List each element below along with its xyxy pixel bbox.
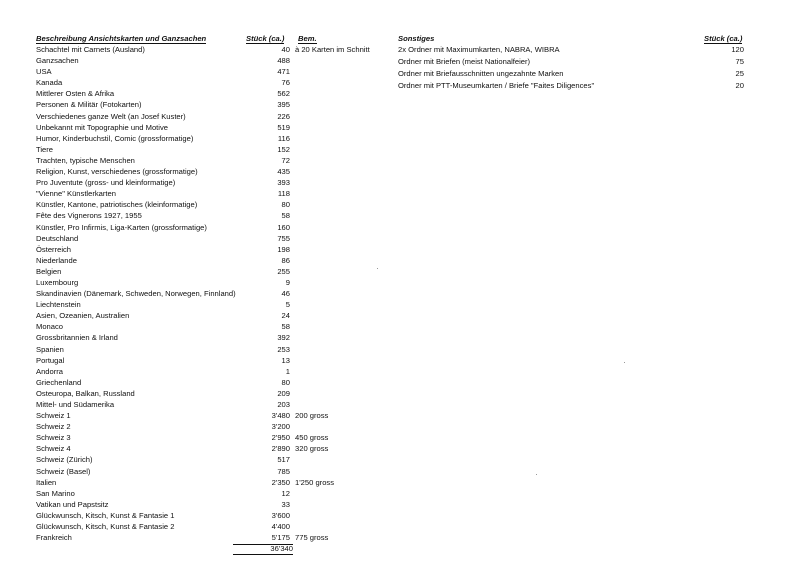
row-quantity: 46	[281, 289, 290, 299]
table-row	[36, 199, 366, 210]
row-description: Glückwunsch, Kitsch, Kunst & Fantasie 2	[36, 522, 175, 532]
row-description: Schweiz 3	[36, 433, 71, 443]
row-quantity: 209	[277, 388, 290, 398]
row-quantity: 80	[281, 200, 290, 210]
scan-speck	[536, 474, 537, 475]
table-row	[36, 477, 366, 488]
row-description: Kanada	[36, 78, 63, 88]
row-remark: 1'250 gross	[295, 477, 335, 487]
table-row	[36, 454, 366, 465]
row-description: Frankreich	[36, 533, 72, 543]
ansichtskarten-table	[36, 44, 370, 543]
row-description: Pro Juventute (gross- und kleinformatige)	[36, 178, 176, 188]
table-row	[36, 88, 366, 99]
row-quantity: 75	[735, 57, 744, 66]
row-description: Grossbritannien & Irland	[36, 333, 118, 343]
left-header-description: Beschreibung Ansichtskarten und Ganzsachen	[36, 34, 207, 43]
row-description: Glückwunsch, Kitsch, Kunst & Fantasie 1	[36, 510, 175, 520]
row-description: Monaco	[36, 322, 64, 332]
row-quantity: 80	[281, 377, 290, 387]
table-row	[36, 421, 366, 432]
table-row	[398, 44, 758, 56]
scan-speck	[624, 362, 625, 363]
row-quantity: 152	[277, 144, 290, 154]
row-description: Verschiedenes ganze Welt (an Josef Kuster)	[36, 111, 186, 121]
row-quantity: 20	[735, 81, 744, 90]
row-quantity: 3'600	[271, 510, 290, 520]
row-quantity: 160	[277, 222, 290, 232]
row-quantity: 2'890	[271, 444, 290, 454]
table-row	[36, 410, 366, 421]
right-header-description: Sonstiges	[398, 34, 435, 43]
row-remark: 450 gross	[295, 433, 329, 443]
row-description: Tiere	[36, 144, 54, 154]
row-quantity: 253	[277, 344, 290, 354]
row-description: Künstler, Pro Infirmis, Liga-Karten (grossformatige)	[36, 222, 207, 232]
row-description: Trachten, typische Menschen	[36, 155, 135, 165]
scan-speck	[377, 268, 378, 269]
row-remark: 200 gross	[295, 411, 329, 421]
row-description: "Vienne" Künstlerkarten	[36, 189, 116, 199]
row-description: Schweiz (Zürich)	[36, 455, 93, 465]
right-header-quantity: Stück (ca.)	[704, 34, 743, 43]
row-description: Schweiz (Basel)	[36, 466, 91, 476]
row-description: Unbekannt mit Topographie und Motive	[36, 122, 168, 132]
row-quantity: 120	[731, 45, 744, 54]
total-double-rule	[233, 554, 293, 555]
row-quantity: 255	[277, 266, 290, 276]
row-description: 2x Ordner mit Maximumkarten, NABRA, WIBRA	[398, 45, 560, 54]
row-description: Ganzsachen	[36, 56, 79, 66]
table-row	[36, 532, 366, 543]
row-description: San Marino	[36, 488, 75, 498]
table-row	[36, 166, 366, 177]
table-row	[36, 366, 366, 377]
table-row	[36, 521, 366, 532]
row-description: Schweiz 2	[36, 422, 71, 432]
row-quantity: 116	[277, 133, 290, 143]
row-description: Mittlerer Osten & Afrika	[36, 89, 115, 99]
row-description: Osteuropa, Balkan, Russland	[36, 388, 135, 398]
row-description: Ordner mit PTT-Museumkarten / Briefe "Faites Diligences"	[398, 81, 595, 90]
row-description: Niederlande	[36, 255, 77, 265]
row-quantity: 24	[281, 311, 290, 321]
table-row	[36, 432, 366, 443]
row-description: Religion, Kunst, verschiedenes (grossformatige)	[36, 167, 198, 177]
row-quantity: 3'480	[271, 411, 290, 421]
row-quantity: 4'400	[271, 522, 290, 532]
row-description: Schweiz 1	[36, 411, 71, 421]
row-description: Vatikan und Papstsitz	[36, 499, 109, 509]
table-row	[36, 321, 366, 332]
table-row	[36, 266, 366, 277]
table-row	[36, 299, 366, 310]
left-header-quantity: Stück (ca.)	[246, 34, 285, 43]
table-row	[36, 244, 366, 255]
row-quantity: 392	[277, 333, 290, 343]
table-row	[36, 44, 370, 55]
table-row	[36, 277, 366, 288]
table-row	[398, 56, 758, 68]
row-description: USA	[36, 67, 52, 77]
table-row	[36, 310, 366, 321]
row-quantity: 72	[281, 155, 290, 165]
row-quantity: 3'200	[271, 422, 290, 432]
row-quantity: 435	[277, 167, 290, 177]
row-description: Fête des Vignerons 1927, 1955	[36, 211, 142, 221]
row-quantity: 40	[281, 45, 290, 54]
table-row	[36, 188, 366, 199]
row-quantity: 58	[281, 211, 290, 221]
table-row	[398, 68, 758, 80]
row-quantity: 562	[277, 89, 290, 99]
row-quantity: 13	[281, 355, 290, 365]
total-value: 36'340	[270, 544, 293, 553]
table-row	[36, 222, 366, 233]
table-row	[36, 99, 366, 110]
row-description: Künstler, Kantone, patriotisches (kleinformatige)	[36, 200, 198, 210]
row-quantity: 12	[281, 488, 290, 498]
table-row	[36, 499, 366, 510]
row-quantity: 395	[277, 100, 290, 110]
row-description: Ordner mit Briefausschnitten ungezahnte Marken	[398, 69, 564, 78]
row-description: Italien	[36, 477, 57, 487]
table-row	[36, 77, 366, 88]
table-row	[36, 332, 366, 343]
table-row	[36, 144, 366, 155]
row-description: Liechtenstein	[36, 300, 81, 310]
table-row	[36, 66, 366, 77]
row-quantity: 9	[285, 277, 290, 287]
row-quantity: 471	[277, 67, 290, 77]
table-row	[36, 122, 366, 133]
row-quantity: 203	[277, 400, 290, 409]
row-quantity: 2'950	[271, 433, 290, 443]
row-description: Schachtel mit Carnets (Ausland)	[36, 45, 145, 54]
row-quantity: 58	[281, 322, 290, 332]
table-row	[36, 233, 366, 244]
row-quantity: 76	[281, 78, 290, 88]
sonstiges-table	[398, 44, 758, 92]
row-remark: 775 gross	[295, 533, 329, 543]
row-description: Andorra	[36, 366, 64, 376]
table-row	[36, 111, 366, 122]
table-row	[36, 399, 366, 410]
row-quantity: 393	[277, 178, 290, 188]
row-quantity: 33	[281, 499, 290, 509]
row-quantity: 5'175	[271, 533, 290, 543]
row-remark: à 20 Karten im Schnitt	[295, 45, 370, 54]
left-header-remark: Bem.	[298, 34, 317, 43]
table-row	[36, 288, 366, 299]
table-row	[36, 210, 366, 221]
table-row	[36, 488, 366, 499]
row-quantity: 25	[735, 69, 744, 78]
row-description: Spanien	[36, 344, 64, 354]
row-quantity: 226	[277, 111, 290, 121]
row-description: Schweiz 4	[36, 444, 71, 454]
row-quantity: 118	[277, 189, 290, 199]
row-description: Personen & Militär (Fotokarten)	[36, 100, 142, 110]
row-quantity: 5	[285, 300, 290, 310]
row-quantity: 198	[277, 244, 290, 254]
row-description: Mittel- und Südamerika	[36, 400, 115, 409]
row-description: Griechenland	[36, 377, 82, 387]
table-row	[36, 510, 366, 521]
row-description: Ordner mit Briefen (meist Nationalfeier)	[398, 57, 531, 66]
table-row	[36, 133, 366, 144]
row-description: Belgien	[36, 266, 62, 276]
row-quantity: 488	[277, 56, 290, 66]
row-quantity: 517	[277, 455, 290, 465]
row-description: Portugal	[36, 355, 65, 365]
row-quantity: 519	[277, 122, 290, 132]
row-quantity: 785	[277, 466, 290, 476]
table-row	[36, 388, 366, 399]
row-quantity: 2'350	[271, 477, 290, 487]
table-row	[36, 355, 366, 366]
row-quantity: 86	[281, 255, 290, 265]
table-row	[36, 377, 366, 388]
row-description: Asien, Ozeanien, Australien	[36, 311, 130, 321]
row-remark: 320 gross	[295, 444, 329, 454]
table-row	[36, 344, 366, 355]
row-description: Deutschland	[36, 233, 79, 243]
table-row	[398, 80, 758, 92]
table-row	[36, 155, 366, 166]
row-description: Luxembourg	[36, 277, 79, 287]
table-row	[36, 466, 366, 477]
row-description: Österreich	[36, 244, 72, 254]
row-quantity: 1	[285, 366, 290, 376]
table-row	[36, 255, 366, 266]
row-description: Humor, Kinderbuchstil, Comic (grossformatige)	[36, 133, 194, 143]
table-row	[36, 443, 366, 454]
table-row	[36, 177, 366, 188]
row-description: Skandinavien (Dänemark, Schweden, Norwegen, Finnland)	[36, 289, 236, 299]
row-quantity: 755	[277, 233, 290, 243]
table-row	[36, 55, 366, 66]
